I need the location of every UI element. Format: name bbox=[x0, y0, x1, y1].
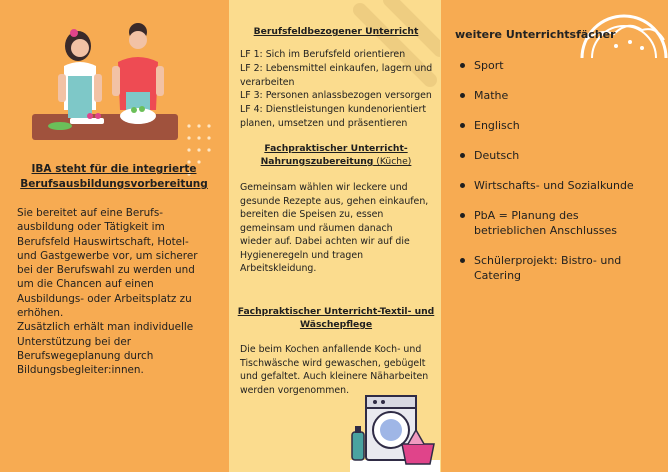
left-title-line: IBA steht für die integrierte bbox=[31, 163, 197, 175]
laundry-machine-illustration bbox=[350, 392, 440, 472]
heading-suffix: (Küche) bbox=[373, 156, 412, 167]
left-body-line: Ausbildungs- oder Arbeitsplatz zu bbox=[17, 292, 192, 305]
subject-item bbox=[460, 118, 660, 133]
lernfeld-line: LF 2: Lebensmittel einkaufen, lagern und bbox=[240, 62, 433, 74]
subject-item bbox=[460, 88, 660, 103]
text-line: gesunde Rezepte aus, gehen einkaufen, bbox=[240, 195, 429, 207]
subject-item bbox=[460, 208, 660, 238]
heading-nahrungszubereitung bbox=[236, 142, 436, 168]
text-line: Gemeinsam wählen wir leckere und bbox=[240, 182, 408, 193]
text-line: und gefaltet. Auch kleinere Näharbeiten bbox=[240, 371, 429, 382]
heading-line: Fachpraktischer Unterricht-Textil- und bbox=[237, 306, 435, 317]
left-title-line: Berufsausbildungsvorbereitung bbox=[20, 178, 208, 190]
heading-line: Wäschepflege bbox=[299, 319, 373, 330]
right-title: weitere Unterrichtsfächer bbox=[455, 28, 616, 41]
cooking-people-illustration bbox=[30, 18, 180, 148]
lernfeld-line: LF 3: Personen anlassbezogen versorgen bbox=[240, 90, 432, 102]
subject-line: Sport bbox=[474, 59, 504, 72]
left-body-line: erhöhen. bbox=[17, 307, 64, 320]
subject-line: Catering bbox=[474, 269, 522, 282]
subject-line: Wirtschafts- und Sozialkunde bbox=[474, 179, 634, 192]
lernfeld-line: LF 1: Sich im Berufsfeld orientieren bbox=[240, 49, 406, 60]
subject-line: Schülerprojekt: Bistro- und bbox=[474, 254, 622, 267]
text-line: Die beim Kochen anfallende Koch- und bbox=[240, 344, 422, 355]
subject-line: Mathe bbox=[474, 89, 509, 102]
text-line: gemeinsam und räumen danach bbox=[240, 222, 393, 234]
text-line: Arbeitskleidung. bbox=[240, 263, 317, 274]
left-body-line: Berufsfeld Hauswirtschaft, Hotel- bbox=[17, 235, 189, 248]
textil-text bbox=[240, 343, 436, 397]
heading-line: Fachpraktischer Unterricht- bbox=[264, 143, 408, 154]
heading-line: Nahrungszubereitung bbox=[260, 156, 374, 167]
subject-item bbox=[460, 58, 660, 73]
heading-berufsfeld: Berufsfeldbezogener Unterricht bbox=[253, 26, 419, 37]
left-body-line: Bildungsbegleiter:innen. bbox=[17, 364, 144, 377]
lernfeld-line: LF 4: Dienstleistungen kundenorientiert bbox=[240, 104, 427, 116]
text-line: werden vorgenommen. bbox=[240, 384, 350, 396]
text-line: Tischwäsche wird gewaschen, gebügelt bbox=[240, 357, 426, 369]
left-body-line: Zusätzlich erhält man individuelle bbox=[17, 321, 194, 334]
left-body bbox=[17, 206, 217, 378]
subjects-list bbox=[460, 58, 660, 283]
left-body-line: Berufswegeplanung durch bbox=[17, 349, 154, 362]
lernfeld-line: verarbeiten bbox=[240, 76, 295, 88]
subject-line: Englisch bbox=[474, 119, 520, 132]
text-line: Hygieneregeln und tragen bbox=[240, 249, 364, 261]
left-body-line: Unterstützung bei der bbox=[17, 335, 132, 348]
left-title bbox=[14, 162, 214, 192]
left-body-line: ausbildung oder Tätigkeit im bbox=[17, 221, 165, 234]
nahrungszubereitung-text bbox=[240, 181, 436, 276]
text-line: wieder auf. Dabei achten wir auf die bbox=[240, 236, 410, 247]
left-body-line: und Gastgewerbe vor, um sicherer bbox=[17, 249, 198, 262]
left-body-line: bei der Berufswahl zu werden und bbox=[17, 264, 195, 277]
left-body-line: um die Chancen auf einen bbox=[17, 278, 154, 291]
subject-item bbox=[460, 148, 660, 163]
subject-item bbox=[460, 253, 660, 283]
left-body-line: Sie bereitet auf eine Berufs- bbox=[17, 207, 164, 219]
subject-line: betrieblichen Anschlusses bbox=[474, 224, 617, 237]
subject-item bbox=[460, 178, 660, 193]
heading-textil bbox=[236, 305, 436, 331]
subject-line: Deutsch bbox=[474, 149, 520, 162]
lernfeld-line: planen, umsetzen und präsentieren bbox=[240, 117, 408, 129]
subject-line: PbA = Planung des bbox=[474, 209, 579, 222]
text-line: bereiten die Speisen zu, essen bbox=[240, 209, 384, 220]
lernfelder-list bbox=[240, 48, 438, 131]
